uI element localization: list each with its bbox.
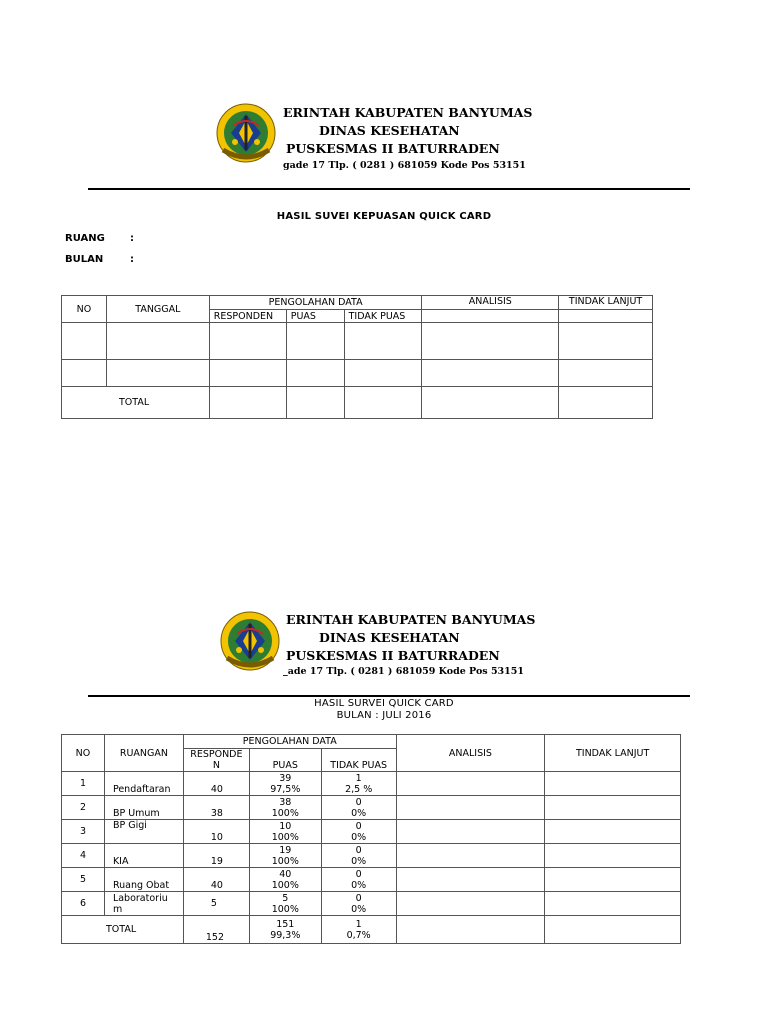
tidak-percent: 2,5 % <box>345 783 373 795</box>
tidak-count: 0 <box>355 820 362 832</box>
tidak-count: 0 <box>355 844 362 856</box>
row-responden: 40 <box>183 772 249 796</box>
row-ruangan: Pendaftaran <box>104 772 183 796</box>
table-row <box>62 892 681 916</box>
puas-count: 10 <box>279 820 292 832</box>
row-puas <box>249 892 321 916</box>
header-divider <box>88 695 690 697</box>
header-no: NO <box>62 296 107 323</box>
header-responden-b: N <box>212 760 220 771</box>
row-puas <box>249 868 321 892</box>
total-tidak-puas <box>321 916 396 944</box>
header-responden <box>183 749 249 772</box>
row-puas <box>249 820 321 844</box>
letterhead-address: _ade 17 Tlp. ( 0281 ) 681059 Kode Pos 53151 <box>283 666 524 677</box>
puas-count: 39 <box>279 772 292 784</box>
tidak-percent: 0% <box>351 831 367 843</box>
ruangan-line-b: m <box>112 903 123 915</box>
row-ruangan: KIA <box>104 844 183 868</box>
row-no: 3 <box>62 820 105 844</box>
row-no: 5 <box>62 868 105 892</box>
header-responden: RESPONDEN <box>209 310 286 323</box>
row-no: 1 <box>62 772 105 796</box>
header-tidak-puas: TIDAK PUAS <box>321 749 396 772</box>
puas-count: 5 <box>282 892 289 904</box>
ruang-label: RUANG <box>65 233 105 244</box>
letterhead-line3: PUSKESMAS II BATURRADEN <box>286 141 500 156</box>
row-tidak-puas <box>321 772 396 796</box>
banyumas-emblem-logo <box>219 610 281 672</box>
tidak-percent: 0% <box>351 855 367 867</box>
letterhead-line1: ERINTAH KABUPATEN BANYUMAS <box>283 105 533 120</box>
letterhead-line2: DINAS KESEHATAN <box>319 123 460 138</box>
table-row <box>62 323 653 360</box>
puas-count: 38 <box>279 796 292 808</box>
tidak-count: 0 <box>355 868 362 880</box>
table-row <box>62 844 681 868</box>
header-no: NO <box>62 735 105 772</box>
row-ruangan <box>104 892 183 916</box>
row-responden: 5 <box>183 892 249 916</box>
row-tidak-puas <box>321 844 396 868</box>
header-pengolahan: PENGOLAHAN DATA <box>209 296 422 310</box>
tidak-count: 1 <box>355 918 362 930</box>
row-responden: 10 <box>183 820 249 844</box>
header-tanggal: TANGGAL <box>106 296 209 323</box>
puas-percent: 97,5% <box>270 783 301 795</box>
tidak-count: 0 <box>355 892 362 904</box>
puas-count: 40 <box>279 868 292 880</box>
bulan-colon: : <box>130 254 134 265</box>
survey-result-table <box>61 734 681 944</box>
row-ruangan: BP Gigi <box>104 820 183 844</box>
row-puas <box>249 796 321 820</box>
tidak-count: 1 <box>355 772 362 784</box>
total-label: TOTAL <box>62 916 184 944</box>
header-puas: PUAS <box>249 749 321 772</box>
banyumas-emblem-logo <box>215 102 277 164</box>
puas-percent: 100% <box>271 855 299 867</box>
result-title: HASIL SURVEI QUICK CARD <box>314 698 454 709</box>
row-responden: 19 <box>183 844 249 868</box>
total-puas <box>249 916 321 944</box>
header-tindak: TINDAK LANJUT <box>545 735 681 772</box>
puas-percent: 100% <box>271 903 299 915</box>
tidak-percent: 0% <box>351 807 367 819</box>
tidak-percent: 0,7% <box>346 929 371 941</box>
row-puas <box>249 844 321 868</box>
header-pengolahan: PENGOLAHAN DATA <box>183 735 396 749</box>
row-no: 6 <box>62 892 105 916</box>
letterhead-address: gade 17 Tlp. ( 0281 ) 681059 Kode Pos 53151 <box>283 160 526 171</box>
ruang-colon: : <box>130 233 134 244</box>
row-tidak-puas <box>321 892 396 916</box>
blank-survey-table <box>61 295 653 419</box>
header-tindak: TINDAK LANJUT <box>559 296 653 310</box>
puas-count: 19 <box>279 844 292 856</box>
table-row <box>62 360 653 387</box>
header-tidak-puas: TIDAK PUAS <box>344 310 422 323</box>
letterhead-line3: PUSKESMAS II BATURRADEN <box>286 648 500 663</box>
header-divider <box>88 188 690 190</box>
puas-percent: 100% <box>271 807 299 819</box>
row-no: 2 <box>62 796 105 820</box>
bulan-label: BULAN <box>65 254 104 265</box>
header-responden-a: RESPONDE <box>190 749 243 760</box>
row-puas <box>249 772 321 796</box>
blank-cell <box>422 310 559 323</box>
row-ruangan: Ruang Obat <box>104 868 183 892</box>
table-row <box>62 868 681 892</box>
header-analisis: ANALISIS <box>422 296 559 310</box>
row-tidak-puas <box>321 868 396 892</box>
table-row <box>62 772 681 796</box>
table-row <box>62 796 681 820</box>
header-ruangan: RUANGAN <box>104 735 183 772</box>
total-row <box>62 916 681 944</box>
row-no: 4 <box>62 844 105 868</box>
row-ruangan: BP Umum <box>104 796 183 820</box>
total-row <box>62 387 653 419</box>
puas-percent: 99,3% <box>270 929 301 941</box>
row-responden: 38 <box>183 796 249 820</box>
row-tidak-puas <box>321 796 396 820</box>
letterhead-line1: ERINTAH KABUPATEN BANYUMAS <box>286 612 536 627</box>
blank-cell <box>559 310 653 323</box>
puas-percent: 100% <box>271 879 299 891</box>
header-analisis: ANALISIS <box>396 735 545 772</box>
puas-count: 151 <box>276 918 295 930</box>
total-responden: 152 <box>183 916 249 944</box>
row-responden: 40 <box>183 868 249 892</box>
tidak-count: 0 <box>355 796 362 808</box>
tidak-percent: 0% <box>351 903 367 915</box>
total-label: TOTAL <box>62 387 210 419</box>
form-title: HASIL SUVEI KEPUASAN QUICK CARD <box>276 211 492 222</box>
ruangan-line-a: Laboratoriu <box>112 892 168 904</box>
puas-percent: 100% <box>271 831 299 843</box>
table-row <box>62 820 681 844</box>
row-tidak-puas <box>321 820 396 844</box>
header-puas: PUAS <box>286 310 344 323</box>
letterhead-line2: DINAS KESEHATAN <box>319 630 460 645</box>
result-subtitle: BULAN : JULI 2016 <box>336 710 432 721</box>
tidak-percent: 0% <box>351 879 367 891</box>
